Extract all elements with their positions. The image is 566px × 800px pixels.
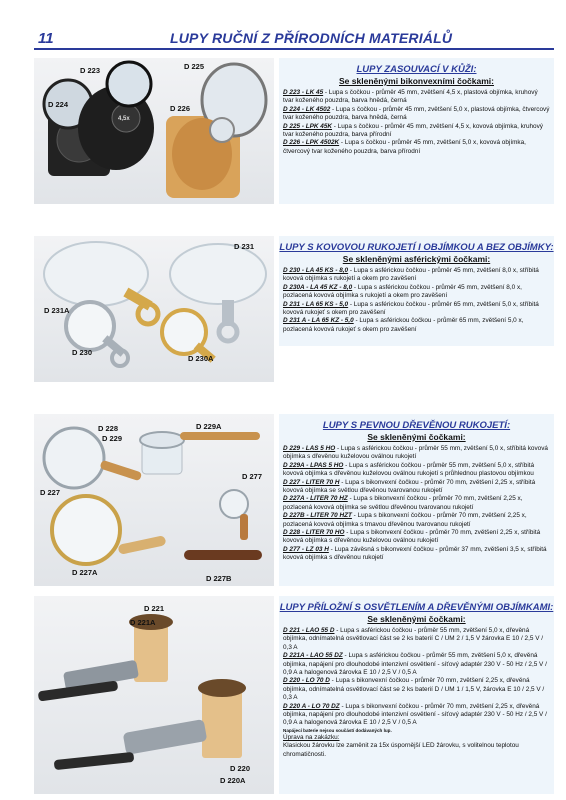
section-subtitle: Se skleněnými čočkami:	[367, 614, 466, 624]
product-text: - Lupa s asférickou čočkou - průměr 45 mm, zvětšení 8,0 x, stříbitá kovová objímka s rukojetí a okem pro zavěšení	[283, 267, 539, 283]
product-code: D 227A - LITER 70 HZ	[283, 495, 348, 503]
label-d220: D 220	[230, 764, 251, 773]
product-item	[279, 284, 554, 301]
label-d230a: D 230A	[188, 354, 214, 363]
product-item	[279, 627, 554, 652]
product-item	[279, 301, 554, 318]
label-d226: D 226	[170, 104, 191, 113]
product-text: - Lupa s asférickou čočkou - průměr 55 mm, zvětšení 5,0 x, dřevěná objímka, odnímatelná osvětlovací část se 2 ks baterií C / UM 2 / 1,5 V žárovka E 10 / 2,5 V / 0,3 A	[283, 627, 544, 651]
product-text: - Lupa s bikonvexní čočkou - průměr 70 mm, zvětšení 2,25 x, stříbitá kovová objímka s dřevěnou kuželovou oválnou rukojetí	[283, 529, 541, 545]
battery-handle-d220a	[123, 719, 208, 755]
lens-d227a	[52, 496, 120, 564]
page-header	[0, 0, 566, 47]
photo-illustration	[34, 236, 274, 382]
product-code: D 230A - LA 45 KZ - 8,0	[283, 283, 353, 291]
product-text: - Lupa s čočkou - průměr 45 mm, zvětšení 5,0 x, plastová objímka, čtvercový tvar koženého pouzdra, barva hnědá, černá	[283, 105, 550, 122]
product-text: - Lupa s asférickou čočkou - průměr 65 mm, zvětšení 5,0 x, pozlacená kovová rukojeť s okem pro zavěšení	[283, 317, 524, 333]
dark-wood-handle-d227b	[184, 550, 262, 560]
product-code: D 231 A - LA 65 KZ - 5,0	[283, 317, 354, 325]
label-d227b: D 227B	[206, 574, 232, 583]
label-d221: D 221	[144, 604, 165, 613]
label-d229a: D 229A	[196, 422, 222, 431]
page-number: 11	[38, 30, 54, 47]
page-title: LUPY RUČNÍ Z PŘÍRODNÍCH MATERIÁLŮ	[170, 30, 453, 46]
product-code: D 221 - LAO 55 D	[283, 627, 335, 634]
lens-d223	[107, 62, 151, 106]
product-item	[279, 317, 554, 334]
section-title: LUPY ZASOUVACÍ V KŮŽI:	[356, 64, 477, 75]
label-d231a: D 231A	[44, 306, 70, 315]
product-text: - Lupa s čočkou - průměr 45 mm, zvětšení 5,0 x, kovová objímka, čtvercový tvar koženého pouzdra, barva přírodní	[283, 139, 526, 155]
wood-handle-d277	[240, 514, 248, 540]
label-d230: D 230	[72, 348, 93, 357]
product-code: D 277 - LZ 03 H	[283, 545, 329, 553]
product-photo-illuminated	[34, 596, 274, 794]
product-code: D 226 - LPK 4502K	[283, 139, 340, 147]
label-d227a: D 227A	[72, 568, 98, 577]
product-photo-leather	[34, 58, 274, 204]
product-item	[279, 495, 554, 512]
section-illuminated-magnifiers	[34, 596, 556, 794]
label-d223: D 223	[80, 66, 101, 75]
product-text: - Lupa závěsná s bikonvexní čočkou - průměr 37 mm, zvětšení 3,5 x, stříbitá kovová objímka s dřevěnou rukojetí	[283, 545, 547, 562]
product-code: D 230 - LA 45 KS - 8,0	[283, 267, 349, 274]
label-d227: D 227	[40, 488, 61, 497]
product-code: D 228 - LITER 70 HO	[283, 529, 345, 537]
product-item	[279, 703, 554, 728]
product-item	[279, 267, 554, 284]
product-code: D 220 - LO 70 D	[283, 677, 330, 685]
section-leather-magnifiers	[34, 58, 556, 204]
label-d228: D 228	[98, 424, 119, 433]
product-item	[279, 462, 554, 479]
label-d277: D 277	[242, 472, 263, 481]
product-code: D 223 - LK 45	[283, 89, 324, 96]
product-item	[279, 89, 554, 106]
wood-holder-d221	[134, 622, 168, 682]
product-item	[279, 652, 554, 677]
product-text: - Lupa s asférickou čočkou - průměr 65 mm, zvětšení 5,0 x, stříbitá kovová rukojeť s okem pro zavěšení	[283, 300, 539, 317]
wood-handle-d228	[99, 460, 142, 482]
product-item	[279, 123, 554, 140]
custom-order-text: Klasickou žárovku lze zaměnit za 15x úspornější LED žárovku, s volitelnou teplotou chromatičnosti.	[283, 742, 519, 758]
product-item	[279, 106, 554, 123]
product-text: - Lupa s bikonvexní čočkou - průměr 70 mm, zvětšení 2,25 x, dřevěná objímka, odnímatelná osvětlovací část se 2 ks baterií D / UM 1 / 1,5 V, žárovka E 10 / 2,5 V / 0,3 A	[283, 677, 545, 702]
product-text: - Lupa s bikonvexní čočkou - průměr 70 mm, zvětšení 2,25 x, pozlacená kovová objímka se světlou dřevěnou tvarovanou rukojetí	[283, 495, 523, 511]
label-d229: D 229	[102, 434, 123, 443]
product-code: D 227 - LITER 70 H	[283, 478, 340, 486]
product-item	[279, 529, 554, 546]
label-d220a: D 220A	[220, 776, 246, 785]
product-item	[279, 445, 554, 462]
product-text: - Lupa s bikonvexní čočkou - průměr 70 mm, zvětšení 2,25 x, stříbitá kovová objímka se světlou dřevěnou tvarovanou rukojetí	[283, 478, 536, 495]
product-item	[279, 546, 554, 563]
section-subtitle: Se skleněnými bikonvexními čočkami:	[339, 76, 494, 86]
wood-holder-d220	[202, 688, 242, 758]
product-code: D 229 - LAS 5 HO	[283, 445, 336, 452]
photo-illustration	[34, 414, 274, 586]
product-code: D 220 A - LO 70 DZ	[283, 702, 340, 710]
product-code: D 224 - LK 4502	[283, 105, 331, 113]
label-d224: D 224	[48, 100, 69, 109]
description-panel-metal	[279, 236, 554, 346]
section-metal-handle-magnifiers	[34, 236, 556, 382]
product-code: D 225 - LPK 45K	[283, 122, 333, 130]
product-text: - Lupa s asférickou čočkou - průměr 55 mm, zvětšení 5,0 x, dřevěná objímka, napájení pro dlouhodobé intenzivní osvětlení - síťový adaptér 230 V - 50 Hz / 2,5 V / 0,9 A a halogenová žárovka E 10 / 2,5 V / 0,5 A	[283, 652, 547, 677]
product-item	[279, 479, 554, 496]
adapter-cable-d220a	[54, 752, 135, 770]
product-text: - Lupa s asférickou čočkou - průměr 55 mm, zvětšení 5,0 x, stříbitá kovová objímka s dřevěnou kuželovou oválnou rukojetí s průhlednou plastovou objímkou	[283, 461, 535, 478]
product-code: D 231 - LA 65 KS - 5,0	[283, 300, 349, 308]
product-text: - Lupa s asférickou čočkou - průměr 45 mm, zvětšení 8,0 x, pozlacená kovová objímka s rukojetí a okem pro zavěšení	[283, 283, 522, 300]
lens-print-45x: 4,5x	[118, 116, 130, 122]
lens-d229a	[140, 432, 184, 448]
product-item	[279, 677, 554, 702]
wood-handle-d227a	[117, 535, 166, 555]
product-item	[279, 139, 554, 156]
section-subtitle: Se skleněnými čočkami:	[367, 432, 466, 442]
product-text: - Lupa s čočkou - průměr 45 mm, zvětšení 4,5 x, plastová objímka, kruhový tvar koženého pouzdra, barva hnědá, černá	[283, 89, 538, 105]
section-wooden-handle-magnifiers	[34, 414, 556, 586]
wood-handle-d229a	[180, 432, 260, 440]
lens-top-d220	[198, 679, 246, 697]
lens-d231	[170, 244, 266, 304]
product-photo-wooden	[34, 414, 274, 586]
section-title: LUPY S KOVOVOU RUKOJETÍ I OBJÍMKOU A BEZ OBJÍMKY:	[279, 242, 554, 253]
label-d231: D 231	[234, 242, 255, 251]
header-rule	[34, 48, 554, 50]
product-item	[279, 512, 554, 529]
product-text: - Lupa s bikonvexní čočkou - průměr 70 mm, zvětšení 2,25 x, dřevěná objímka, napájení pro dlouhodobé intenzivní osvětlení - síťový adaptér 230 V - 50 Hz / 2,5 V / 0,9 A a halogenová žárovka E 10 / 2,5 V / 0,5 A	[283, 702, 547, 727]
label-d221a: D 221A	[130, 618, 156, 627]
product-text: - Lupa s čočkou - průměr 45 mm, zvětšení 4,5 x, kovová objímka, kruhový tvar koženého pouzdra, barva přírodní	[283, 122, 543, 139]
description-panel-leather	[279, 58, 554, 204]
product-code: D 227B - LITER 70 HZT	[283, 512, 352, 520]
lens-d277	[220, 490, 248, 518]
label-d225: D 225	[184, 62, 205, 71]
section-subtitle: Se skleněnými asférickými čočkami:	[342, 254, 491, 264]
lens-d228	[44, 428, 104, 488]
photo-illustration	[34, 58, 274, 204]
battery-note: Napájecí baterie nejsou součástí dodávaných lup.	[283, 727, 392, 733]
product-text: - Lupa s bikonvexní čočkou - průměr 70 mm, zvětšení 2,25 x, pozlacená kovová objímka s tmavou dřevěnou tvarovanou rukojetí	[283, 512, 527, 528]
custom-order-heading: Úprava na zakázku:	[283, 733, 340, 741]
product-code: D 221A - LAO 55 DZ	[283, 652, 343, 660]
lens-d226	[210, 118, 234, 142]
section-title: LUPY PŘÍLOŽNÍ S OSVĚTLENÍM A DŘEVĚNÝMI OBJÍMKAMI:	[279, 602, 554, 613]
description-panel-wooden	[279, 414, 554, 586]
section-title: LUPY S PEVNOU DŘEVĚNOU RUKOJETÍ:	[322, 420, 511, 431]
product-text: - Lupa s asférickou čočkou - průměr 55 mm, zvětšení 5,0 x, stříbitá kovová objímka s dřevěnou kuželovou oválnou rukojetí	[283, 445, 548, 461]
description-panel-illuminated	[279, 596, 554, 794]
product-photo-metal	[34, 236, 274, 382]
product-code: D 229A - LPAS 5 HO	[283, 461, 344, 469]
